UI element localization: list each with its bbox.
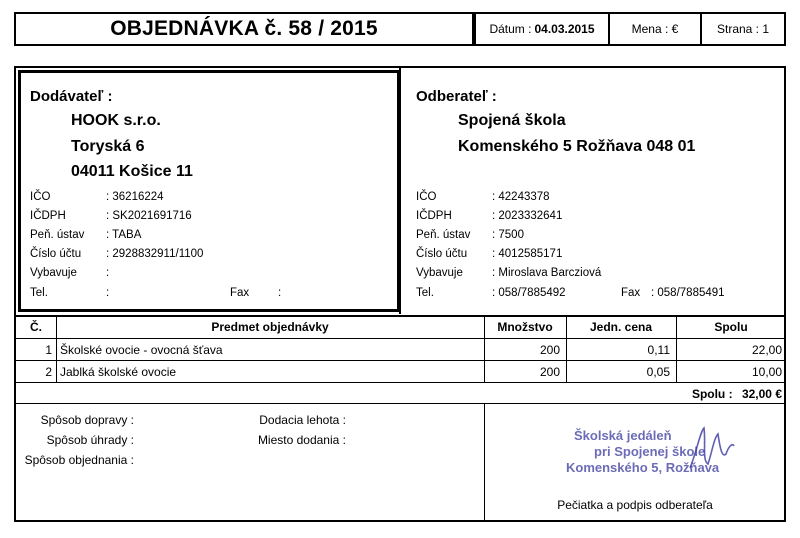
row1-subject: Školské ovocie - ovocná šťava [60,343,223,357]
supplier-bank-value: : TABA [106,229,142,241]
supplier-icdph-label: IČDPH [30,210,66,222]
date-value: 04.03.2015 [534,22,595,36]
order-title-text: OBJEDNÁVKA č. 58 / 2015 [110,17,378,40]
order-sum-value: 32,00 € [741,387,782,401]
row2-subject: Jablká školské ovocie [60,365,177,379]
buyer-heading: Odberateľ : [416,88,497,105]
payment-label: Spôsob úhrady : [46,433,134,447]
currency-label: Mena : € [631,22,679,36]
row2-qty: 200 [539,365,560,379]
stamp-line-2: pri Spojenej škole [594,444,706,459]
row2-total: 10,00 [751,365,782,379]
col-header-unit-price: Jedn. cena [589,320,653,334]
supplier-fax-value: : [278,287,282,299]
supplier-account-label: Číslo účtu [30,248,82,260]
delivery-term-label: Dodacia lehota : [259,413,346,427]
buyer-account-label: Číslo účtu [416,248,468,260]
col-header-total: Spolu [714,320,748,334]
buyer-account-value: : 4012585171 [492,248,563,260]
supplier-account-value: : 2928832911/1100 [106,248,204,260]
supplier-bank-label: Peň. ústav [30,229,85,241]
row1-qty: 200 [539,343,560,357]
page-box [700,12,786,46]
table-header-rule [14,338,786,339]
order-method-label: Spôsob objednania : [24,453,134,467]
table-row-rule [14,360,786,361]
supplier-city: 04011 Košice 11 [71,163,193,180]
buyer-fax-label: Fax [621,287,641,299]
stamp-line-1: Školská jedáleň [574,428,672,443]
buyer-address: Komenského 5 Rožňava 048 01 [458,138,696,155]
buyer-divider [399,67,401,314]
supplier-ico-value: : 36216224 [106,191,164,203]
supplier-street: Toryská 6 [71,138,145,155]
signature-icon [686,424,738,474]
signature-caption: Pečiatka a podpis odberateľa [557,498,713,512]
buyer-ico-value: : 42243378 [492,191,550,203]
delivery-place-label: Miesto dodania : [257,433,346,447]
supplier-handler-value: : [106,267,110,279]
buyer-ico-label: IČO [416,191,437,203]
school-stamp [530,424,740,480]
col-header-subject: Predmet objednávky [211,320,329,334]
buyer-name: Spojená škola [458,112,566,129]
buyer-fax-value: : 058/7885491 [651,287,725,299]
supplier-ico-label: IČO [30,191,51,203]
buyer-icdph-value: : 2023332641 [492,210,563,222]
transport-label: Spôsob dopravy : [40,413,134,427]
supplier-name: HOOK s.r.o. [71,112,161,129]
row1-num: 1 [45,343,52,357]
buyer-tel-value: : 058/7885492 [492,287,566,299]
row2-num: 2 [45,365,52,379]
row1-total: 22,00 [751,343,782,357]
row2-unit-price: 0,05 [646,365,670,379]
buyer-tel-label: Tel. [416,287,434,299]
supplier-heading: Dodávateľ : [30,88,113,105]
supplier-icdph-value: : SK2021691716 [106,210,192,222]
order-sum-label: Spolu : [691,387,733,401]
row1-unit-price: 0,11 [647,343,670,357]
table-top-rule [14,315,786,317]
stamp-line-3: Komenského 5, Rožňava [566,460,720,475]
supplier-tel-label: Tel. [30,287,48,299]
order-sum [600,387,782,401]
col-header-qty: Množstvo [497,320,553,334]
supplier-fax-label: Fax [230,287,250,299]
buyer-icdph-label: IČDPH [416,210,452,222]
order-title [14,12,474,46]
buyer-handler-label: Vybavuje [416,267,463,279]
page-label: Strana : 1 [716,22,770,36]
table-sum-rule [14,403,786,404]
currency-box [608,12,702,46]
supplier-handler-label: Vybavuje [30,267,77,279]
date-label: Dátum : [489,22,532,36]
buyer-bank-value: : 7500 [492,229,524,241]
buyer-bank-label: Peň. ústav [416,229,471,241]
buyer-handler-value: : Miroslava Barcziová [492,267,602,279]
supplier-tel-value: : [106,287,110,299]
table-body-end-rule [14,382,786,383]
col-header-num: Č. [30,320,42,334]
date-box [474,12,610,46]
